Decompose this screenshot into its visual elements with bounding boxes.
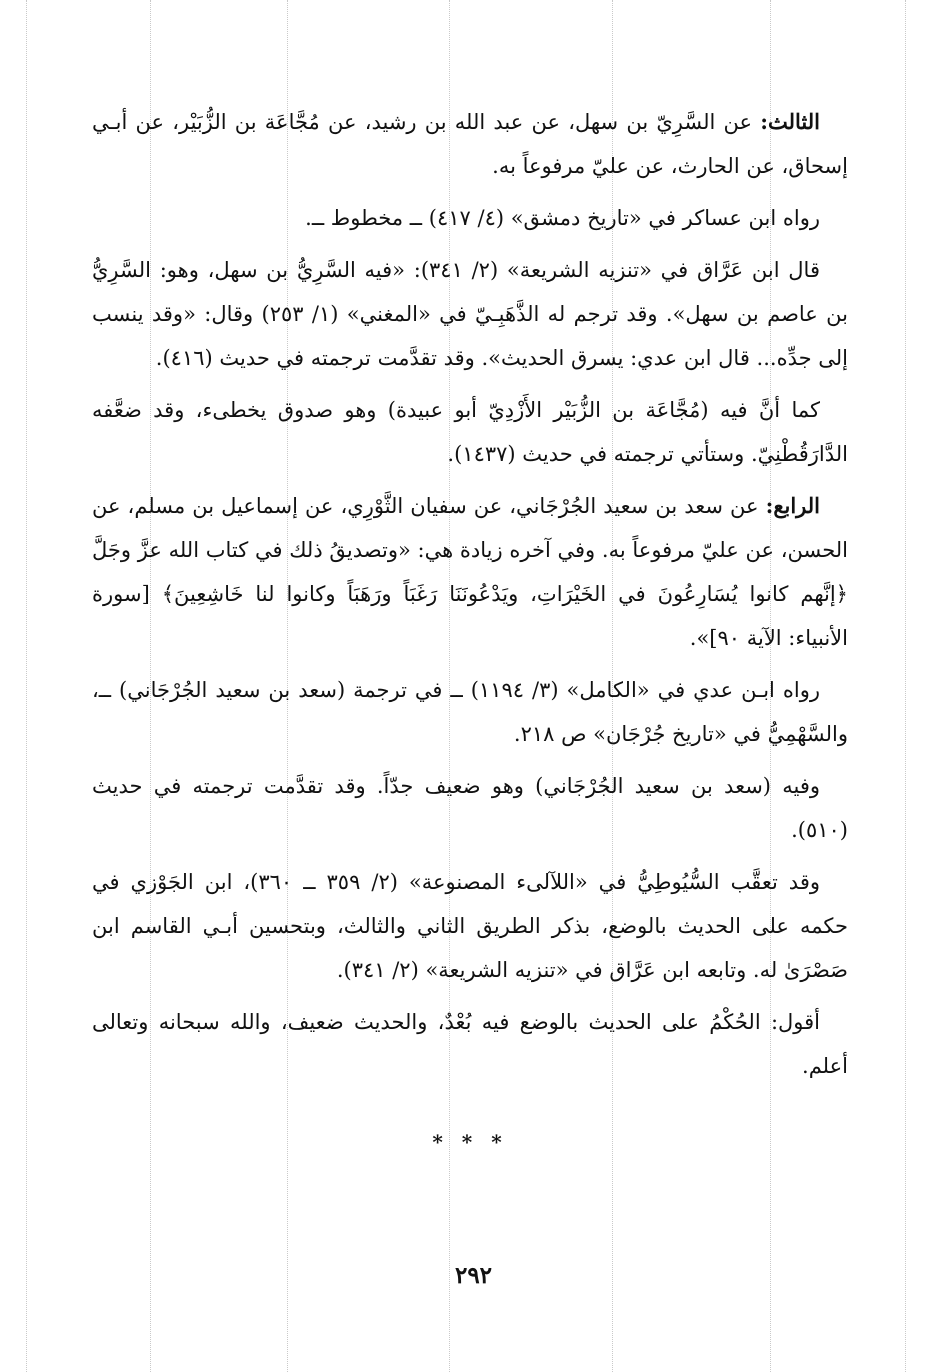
paragraph-ibn-arraq	[92, 248, 848, 380]
paragraph-text: رواه ابن عساكر في «تاريخ دمشق» (٤/ ٤١٧) ــ مخطوط ــ.	[305, 206, 820, 230]
paragraph-saad	[92, 764, 848, 852]
section-separator: * * *	[432, 1130, 508, 1154]
guide-line	[26, 0, 27, 1372]
paragraph-mujjaa	[92, 388, 848, 476]
paragraph-text: وفيه (سعد بن سعيد الجُرْجَاني) وهو ضعيف جدّاً. وقد تقدَّمت ترجمته في حديث (٥١٠).	[92, 774, 848, 842]
paragraph-ibn-asakir	[92, 196, 848, 240]
page-number: ٢٩٢	[454, 1262, 493, 1289]
paragraph-text: عن سعد بن سعيد الجُرْجَاني، عن سفيان الثَّوْرِي، عن إسماعيل بن مسلم، عن الحسن، عن عليّ مرفوعاً به. وفي آخره زيادة هي: «وتصديقُ ذلك في كتاب الله عزَّ وجَلَّ ﴿إنَّهم كانوا يُسَارِعُونَ في الخَيْرَاتِ، ويَدْعُونَنَا رَغَبَاً ورَهَبَاً وكانوا لنا خَاشِعِينَ﴾ [سورة الأنبياء: الآية ٩٠]».	[92, 494, 848, 650]
guide-line	[905, 0, 906, 1372]
paragraph-fourth-chain	[92, 484, 848, 660]
paragraph-conclusion	[92, 1000, 848, 1088]
paragraph-lead: الرابع:	[765, 493, 820, 518]
paragraph-suyuti	[92, 860, 848, 992]
paragraph-lead: الثالث:	[760, 109, 820, 134]
paragraph-text: قال ابن عَرَّاق في «تنزيه الشريعة» (٢/ ٣٤١): «فيه السَّرِيُّ بن سهل، وهو: السَّرِيُّ بن عاصم بن سهل». وقد ترجم له الذَّهَبِـيّ في «المغني» (١/ ٢٥٣) وقال: «وقد ينسب إلى جدِّه... قال ابن عدي: يسرق الحديث». وقد تقدَّمت ترجمته في حديث (٤١٦).	[92, 258, 848, 370]
paragraph-text: وقد تعقَّب السُّيُوطِيُّ في «اللآلىء المصنوعة» (٢/ ٣٥٩ ــ ٣٦٠)، ابن الجَوْزي في حكمه على الحديث بالوضع، بذكر الطريق الثاني والثالث، وبتحسين أبـي القاسم ابن صَصْرَىٰ له. وتابعه ابن عَرَّاق في «تنزيه الشريعة» (٢/ ٣٤١).	[92, 870, 848, 982]
paragraph-ibn-adi	[92, 668, 848, 756]
paragraph-text: أقول: الحُكْمُ على الحديث بالوضع فيه بُعْدٌ، والحديث ضعيف، والله سبحانه وتعالى أعلم.	[92, 1010, 848, 1078]
page-body	[92, 100, 848, 1154]
paragraph-text: رواه ابـن عدي في «الكامل» (٣/ ١١٩٤) ــ في ترجمة (سعد بن سعيد الجُرْجَاني) ــ، والسَّهْمِيُّ في «تاريخ جُرْجَان» ص ٢١٨.	[92, 678, 848, 746]
paragraph-text: عن السَّرِيّ بن سهل، عن عبد الله بن رشيد، عن مُجَّاعَة بن الزُّبَيْر، عن أبـي إسحاق، عن الحارث، عن عليّ مرفوعاً به.	[92, 110, 848, 178]
paragraph-third-chain	[92, 100, 848, 188]
paragraph-text: كما أنَّ فيه (مُجَّاعَة بن الزُّبَيْر الأَزْدِيّ أبو عبيدة) وهو صدوق يخطىء، وقد ضعَّفه الدَّارَقُطْنِيّ. وستأتي ترجمته في حديث (١٤٣٧).	[92, 398, 848, 466]
